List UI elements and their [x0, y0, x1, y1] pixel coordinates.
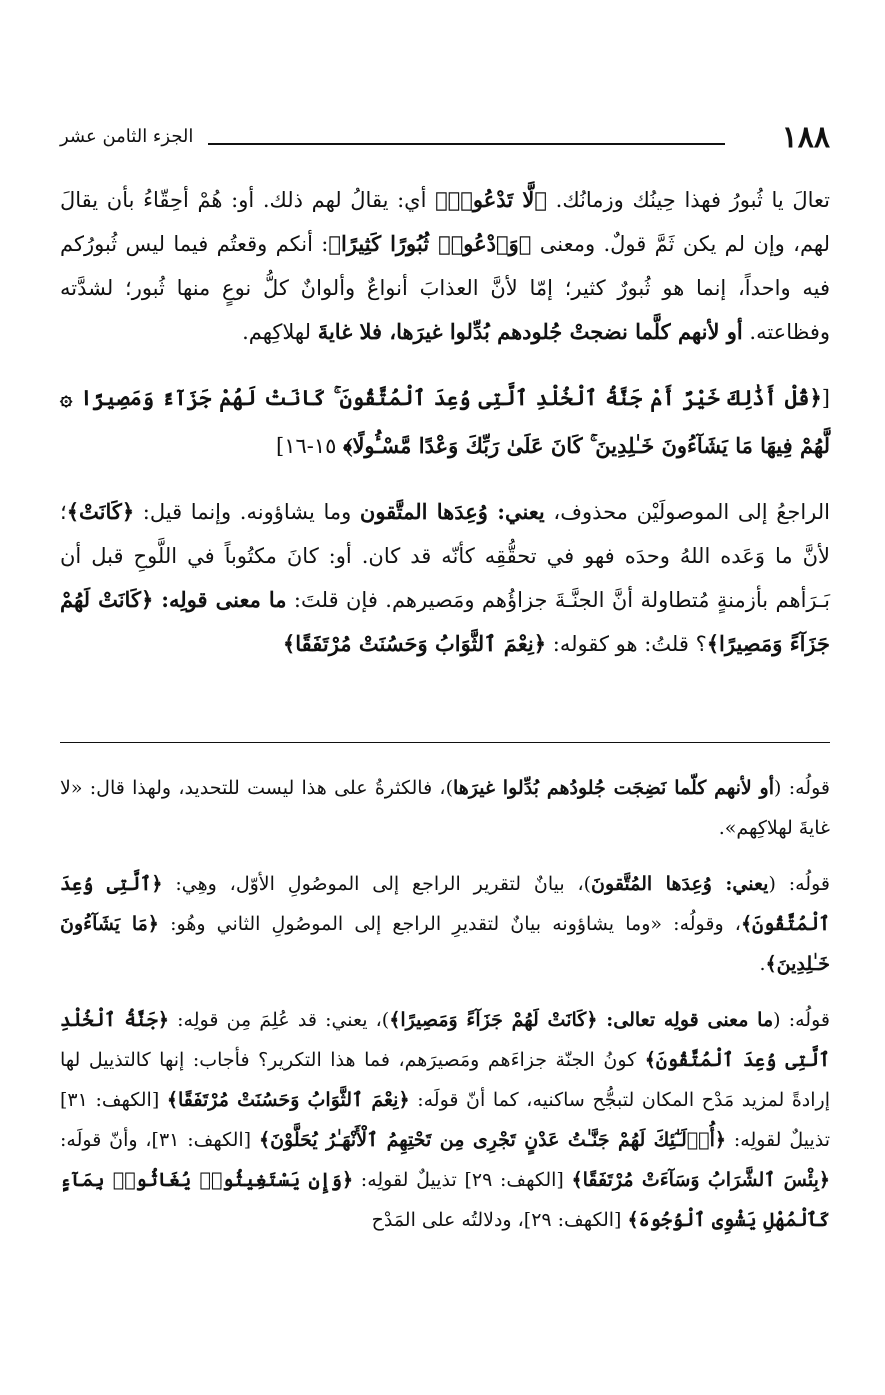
- main-text: [60, 178, 830, 666]
- quran-quote: ﴿مَا يَشَآءُونَ خَـٰلِدِينَ﴾: [60, 913, 830, 975]
- quran-quote: ﴿أُو۟لَـٰٓئِكَ لَهُمْ جَنَّـٰتُ عَدْنٍ تَجْرِى مِن تَحْتِهِمُ ٱلْأَنْهَـٰرُ يُحَلَّوْنَ﴾: [258, 1129, 726, 1151]
- header-rule: [208, 143, 725, 145]
- page-header: [60, 118, 830, 158]
- quran-quote: ﴿كَانَتْ لَهُمْ جَزَآءً وَمَصِيرًا﴾: [60, 587, 830, 656]
- page-number: ١٨٨: [781, 120, 830, 155]
- bold-phrase: ما معنى قولِه:: [161, 587, 287, 612]
- bold-phrase: أو لأنهم كلّما نَضِجَت جُلودُهم بُدِّلوا غيرَها: [452, 777, 775, 799]
- commentary-paragraph-3: قولُه: (ما معنى قولِه تعالى: ﴿كَانَتْ لَهُمْ جَزَآءً وَمَصِيرًا﴾)، يعني: قد عُلِمَ مِن قولِه: ﴿جَنَّةُ ٱلْخُلْدِ ٱلَّتِى وُعِدَ ٱلْمُتَّقُونَ﴾ كونُ الجنّة جزاءَهم ومَصيرَهم، فما هذا التكرير؟ فأجاب: إنها كالتذييل لها إرادةً لمزيد مَدْح المكان لتبجُّح ساكنيه، كما أنّ قولَه: ﴿نِعْمَ ٱلثَّوَابُ وَحَسُنَتْ مُرْتَفَقًا﴾ [الكهف: ٣١] تذييلٌ لقولِه: ﴿أُو۟لَـٰٓئِكَ لَهُمْ جَنَّـٰتُ عَدْنٍ تَجْرِى مِن تَحْتِهِمُ ٱلْأَنْهَـٰرُ يُحَلَّوْنَ﴾ [الكهف: ٣١]، وأنّ قولَه: ﴿بِئْسَ ٱلشَّرَابُ وَسَآءَتْ مُرْتَفَقًا﴾ [الكهف: ٢٩] تذييلٌ لقولِه: ﴿وَإِن يَسْتَغِيثُوا۟ يُغَاثُوا۟ بِمَآءٍ كَٱلْمُهْلِ يَشْوِى ٱلْوُجُوهَ﴾ [الكهف: ٢٩]، ودلالتُه على المَدْح: [60, 1009, 831, 1231]
- bold-phrase: أو لأنهم كلَّما نضجتْ جُلودهم بُدِّلوا غيرَها، فلا غايةَ: [317, 319, 743, 344]
- bold-phrase: يعني: وُعِدَها المتَّقون: [359, 499, 545, 524]
- commentary-section: [60, 768, 830, 1240]
- quran-quote: ﴿وَٱدْعُوا۟ ثُبُورًا كَثِيرًا﴾: [328, 231, 532, 256]
- quran-quote: ﴿وَإِن يَسْتَغِيثُوا۟ يُغَاثُوا۟ بِمَآءٍ كَٱلْمُهْلِ يَشْوِى ٱلْوُجُوهَ﴾: [60, 1169, 830, 1231]
- commentary-paragraph-2: قولُه: (يعني: وُعِدَها المُتَّقونَ)، بيانٌ لتقرير الراجع إلى الموصُولِ الأوّل، وهِي: ﴿ٱلَّتِى وُعِدَ ٱلْمُتَّقُونَ﴾، وقولُه: «وما يشاؤونه بيانٌ لتقديرِ الراجع إلى الموصُولِ الثاني وهُو: ﴿مَا يَشَآءُونَ خَـٰلِدِينَ﴾.: [60, 873, 830, 975]
- quran-quote: ﴿لَّا تَدْعُوا۟﴾: [435, 187, 547, 212]
- quran-quote: ﴿كَانَتْ لَهُمْ جَزَآءً وَمَصِيرًا﴾: [389, 1009, 598, 1031]
- quran-verse-15: ﴿قُلْ أَذَٰلِكَ خَيْرٌ أَمْ جَنَّةُ ٱلْخُلْدِ ٱلَّتِى وُعِدَ ٱلْمُتَّقُونَ ۚ كَانَتْ لَهُمْ جَزَآءً وَمَصِيرًا ۞: [60, 385, 822, 410]
- quran-verse-16: لَّهُمْ فِيهَا مَا يَشَآءُونَ خَـٰلِدِينَ ۚ كَانَ عَلَىٰ رَبِّكَ وَعْدًا مَّسْـُٔولًا﴾: [343, 433, 830, 458]
- quran-verse-block: [﴿قُلْ أَذَٰلِكَ خَيْرٌ أَمْ جَنَّةُ ٱلْخُلْدِ ٱلَّتِى وُعِدَ ٱلْمُتَّقُونَ ۚ كَانَتْ لَهُمْ جَزَآءً وَمَصِيرًا ۞ لَّهُمْ فِيهَا مَا يَشَآءُونَ خَـٰلِدِينَ ۚ كَانَ عَلَىٰ رَبِّكَ وَعْدًا مَّسْـُٔولًا﴾ ١٥-١٦]: [60, 385, 830, 458]
- running-title: الجزء الثامن عشر: [60, 126, 194, 147]
- book-page: [60, 0, 830, 1395]
- quran-quote: ﴿ٱلَّتِى وُعِدَ ٱلْمُتَّقُونَ﴾: [60, 873, 830, 935]
- verse-reference: ١٥-١٦]: [276, 434, 344, 458]
- bold-phrase: يعني: وُعِدَها المُتَّقونَ: [591, 873, 769, 895]
- quran-quote: ﴿نِعْمَ ٱلثَّوَابُ وَحَسُنَتْ مُرْتَفَقًا﴾: [166, 1089, 410, 1111]
- quran-quote: ﴿كَانَتْ﴾: [66, 499, 135, 524]
- quran-quote: ﴿نِعْمَ ٱلثَّوَابُ وَحَسُنَتْ مُرْتَفَقًا﴾: [282, 631, 547, 656]
- quran-quote: ﴿جَنَّةُ ٱلْخُلْدِ ٱلَّتِى وُعِدَ ٱلْمُتَّقُونَ﴾: [60, 1009, 830, 1071]
- footnote-separator: [60, 742, 830, 743]
- bold-phrase: ما معنى قولِه تعالى:: [597, 1009, 774, 1031]
- commentary-paragraph-1: قولُه: (أو لأنهم كلّما نَضِجَت جُلودُهم بُدِّلوا غيرَها)، فالكثرةُ على هذا ليست للتحديد، ولهذا قال: «لا غايةَ لهلاكِهم».: [60, 777, 830, 839]
- quran-quote: ﴿بِئْسَ ٱلشَّرَابُ وَسَآءَتْ مُرْتَفَقًا﴾: [571, 1169, 831, 1191]
- main-paragraph-2: الراجعُ إلى الموصولَيْن محذوف، يعني: وُعِدَها المتَّقون وما يشاؤونه. وإنما قيل: ﴿كَانَتْ﴾؛ لأنَّ ما وَعَده اللهُ وحدَه فهو في تحقُّقِه كأنّه قد كان. أو: كانَ مكتُوباً في اللَّوحِ قبل أن بَـرَأهم بأزمنةٍ مُتطاولة أنَّ الجنَّـةَ جزاؤُهم ومَصيرهم. فإن قلتَ: ما معنى قولِه: ﴿كَانَتْ لَهُمْ جَزَآءً وَمَصِيرًا﴾؟ قلتُ: هو كقوله: ﴿نِعْمَ ٱلثَّوَابُ وَحَسُنَتْ مُرْتَفَقًا﴾: [60, 499, 831, 656]
- main-paragraph-1: تعالَ يا ثُبورُ فهذا حِينُك وزمانُك. ﴿لَّا تَدْعُوا۟﴾ أي: يقالُ لهم ذلك. أو: هُمْ أحِقّاءُ بأن يقالَ لهم، وإن لم يكن ثَمَّ قولٌ. ومعنى ﴿وَٱدْعُوا۟ ثُبُورًا كَثِيرًا﴾: أنكم وقعتُم فيما ليس ثُبورُكم فيه واحداً، إنما هو ثُبورٌ كثير؛ إمّا لأنَّ العذابَ أنواعٌ وألوانٌ كلُّ نوعٍ منها ثُبور؛ لشدَّته وفظاعته. أو لأنهم كلَّما نضجتْ جُلودهم بُدِّلوا غيرَها، فلا غايةَ لهلاكِهم.: [60, 187, 830, 344]
